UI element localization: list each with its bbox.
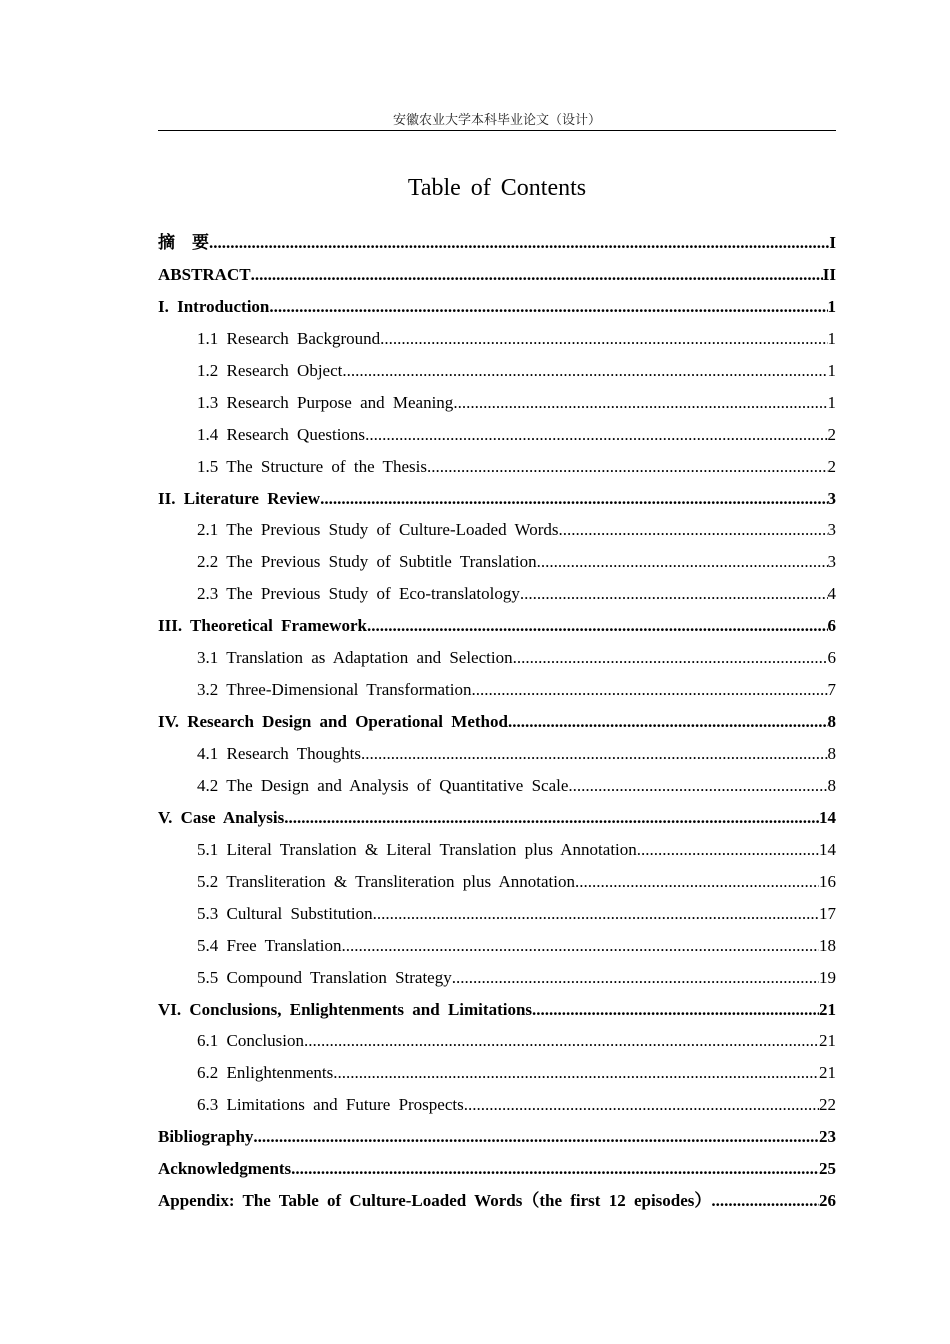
toc-dot-leader [471,674,827,706]
toc-page-number: 6 [827,648,836,668]
toc-entry-label: Appendix: The Table of Culture-Loaded Words（the first 12 episodes） [158,1191,712,1211]
toc-page-number: I [829,233,836,252]
header-rule [158,130,836,131]
toc-dot-leader [575,866,819,898]
toc-section-entry[interactable] [158,898,836,930]
toc-section-entry[interactable] [158,866,836,898]
toc-section-entry[interactable] [158,323,836,355]
toc-dot-leader [532,994,819,1026]
toc-dot-leader [711,1185,819,1217]
toc-entry-label: 6.1 Conclusion [197,1031,304,1051]
toc-dot-leader [537,546,828,578]
toc-entry-label: 1.1 Research Background [197,328,381,348]
toc-dot-leader [251,259,823,291]
toc-dot-leader [520,578,828,610]
toc-entry-label: 2.2 The Previous Study of Subtitle Translation [197,552,537,572]
toc-dot-leader [453,387,827,419]
toc-section-entry[interactable] [158,738,836,770]
toc-page-number: 23 [819,1127,836,1147]
toc-entry-label: II. Literature Review [158,488,321,508]
toc-dot-leader [333,1057,819,1089]
toc-page-number: 6 [827,616,836,636]
toc-page-number: 1 [827,296,836,316]
toc-entry-label: V. Case Analysis [158,807,285,827]
toc-page-number: 21 [819,999,836,1019]
toc-section-entry[interactable] [158,1025,836,1057]
toc-page-number: 14 [819,839,836,859]
toc-chapter-entry[interactable] [158,259,836,291]
toc-dot-leader [341,930,819,962]
toc-page-number: 18 [819,935,836,955]
toc-section-entry[interactable] [158,962,836,994]
toc-section-entry[interactable] [158,355,836,387]
toc-page-number: 2 [827,424,836,444]
toc-entry-label: ABSTRACT [158,264,251,284]
toc-page-number: 1 [827,360,836,380]
toc-section-entry[interactable] [158,578,836,610]
toc-entry-label: 摘 要 [158,233,209,252]
toc-chapter-entry[interactable] [158,802,836,834]
toc-entry-label: 1.4 Research Questions [197,424,366,444]
toc-entry-label: 5.2 Transliteration & Transliteration plus Annotation [197,871,575,891]
toc-page-number: 1 [827,328,836,348]
toc-dot-leader [380,323,827,355]
toc-entry-label: VI. Conclusions, Enlightenments and Limitations [158,999,533,1019]
toc-page-number: 3 [827,552,836,572]
toc-chapter-entry[interactable] [158,227,836,259]
toc-dot-leader [342,355,827,387]
toc-page-number: II [822,264,836,284]
toc-entry-label: 6.3 Limitations and Future Prospects [197,1095,464,1115]
toc-page-number: 8 [827,744,836,763]
running-header: 安徽农业大学本科毕业论文（设计） [392,113,601,128]
toc-dot-leader [365,419,827,451]
toc-section-entry[interactable] [158,642,836,674]
toc-section-entry[interactable] [158,834,836,866]
toc-dot-leader [291,1153,819,1185]
toc-dot-leader [559,514,828,546]
toc-section-entry[interactable] [158,546,836,578]
toc-entry-label: 5.3 Cultural Substitution [197,903,373,923]
toc-dot-leader [304,1025,819,1057]
toc-section-entry[interactable] [158,1089,836,1121]
toc-page-number: 22 [819,1095,836,1115]
toc-entry-label: 5.4 Free Translation [197,935,342,955]
toc-page-number: 21 [819,1031,836,1051]
toc-entry-label: 1.3 Research Purpose and Meaning [197,392,454,412]
toc-chapter-entry[interactable] [158,1121,836,1153]
toc-section-entry[interactable] [158,514,836,546]
toc-page-number: 17 [819,903,836,923]
toc-dot-leader [427,451,828,483]
toc-dot-leader [637,834,819,866]
toc-dot-leader [452,962,819,994]
toc-entry-label: 3.1 Translation as Adaptation and Selection [197,648,513,668]
toc-entry-label: 3.2 Three-Dimensional Transformation [197,680,472,700]
toc-page-number: 26 [819,1191,836,1211]
toc-entry-label: 1.5 The Structure of the Thesis [197,456,427,476]
toc-chapter-entry[interactable] [158,706,836,738]
toc-entry-label: I. Introduction [158,296,270,316]
toc-dot-leader [568,770,827,802]
toc-entry-label: 2.1 The Previous Study of Culture-Loaded Words [197,520,559,540]
toc-entry-label: 4.2 The Design and Analysis of Quantitative Scale [197,775,569,795]
toc-chapter-entry[interactable] [158,994,836,1026]
toc-entry-label: 5.1 Literal Translation & Literal Translation plus Annotation [197,839,637,859]
toc-page-number: 1 [827,392,836,412]
toc-page-number: 21 [819,1063,836,1083]
toc-dot-leader [464,1089,819,1121]
toc-dot-leader [209,227,829,259]
toc-dot-leader [269,291,827,323]
toc-dot-leader [253,1121,819,1153]
toc-dot-leader [373,898,819,930]
toc-dot-leader [320,483,827,515]
toc-entry-label: IV. Research Design and Operational Method [158,712,508,732]
toc-dot-leader [367,610,828,642]
toc-page-number: 16 [819,871,836,891]
toc-entry-label: 1.2 Research Object [197,360,343,380]
toc-entry-label: 6.2 Enlightenments [197,1063,334,1083]
toc-chapter-entry[interactable] [158,610,836,642]
toc-chapter-entry[interactable] [158,291,836,323]
toc-section-entry[interactable] [158,387,836,419]
toc-page-number: 7 [827,680,836,700]
toc-page-number: 4 [827,584,836,604]
toc-entry-label: 5.5 Compound Translation Strategy [197,967,452,987]
toc-dot-leader [284,802,819,834]
table-of-contents [158,227,836,1217]
toc-dot-leader [513,642,828,674]
toc-entry-label: Acknowledgments [158,1159,292,1179]
toc-chapter-entry[interactable] [158,483,836,515]
toc-entry-label: 2.3 The Previous Study of Eco-translatology [197,584,520,604]
toc-page-number: 19 [819,967,836,987]
toc-chapter-entry[interactable] [158,1185,836,1217]
toc-page-number: 3 [827,488,836,508]
toc-page-number: 25 [819,1159,836,1179]
toc-section-entry[interactable] [158,419,836,451]
toc-section-entry[interactable] [158,674,836,706]
toc-page-number: 8 [827,712,836,732]
toc-entry-label: 4.1 Research Thoughts [197,744,361,763]
toc-page-number: 2 [827,456,836,476]
toc-section-entry[interactable] [158,451,836,483]
toc-section-entry[interactable] [158,1057,836,1089]
toc-title: Table of Contents [407,175,587,201]
toc-section-entry[interactable] [158,930,836,962]
toc-dot-leader [361,738,828,770]
toc-dot-leader [508,706,828,738]
toc-page-number: 14 [819,807,836,827]
toc-page-number: 3 [827,520,836,540]
toc-chapter-entry[interactable] [158,1153,836,1185]
toc-page-number: 8 [827,775,836,795]
toc-entry-label: III. Theoretical Framework [158,616,367,636]
toc-section-entry[interactable] [158,770,836,802]
toc-entry-label: Bibliography [158,1127,254,1147]
